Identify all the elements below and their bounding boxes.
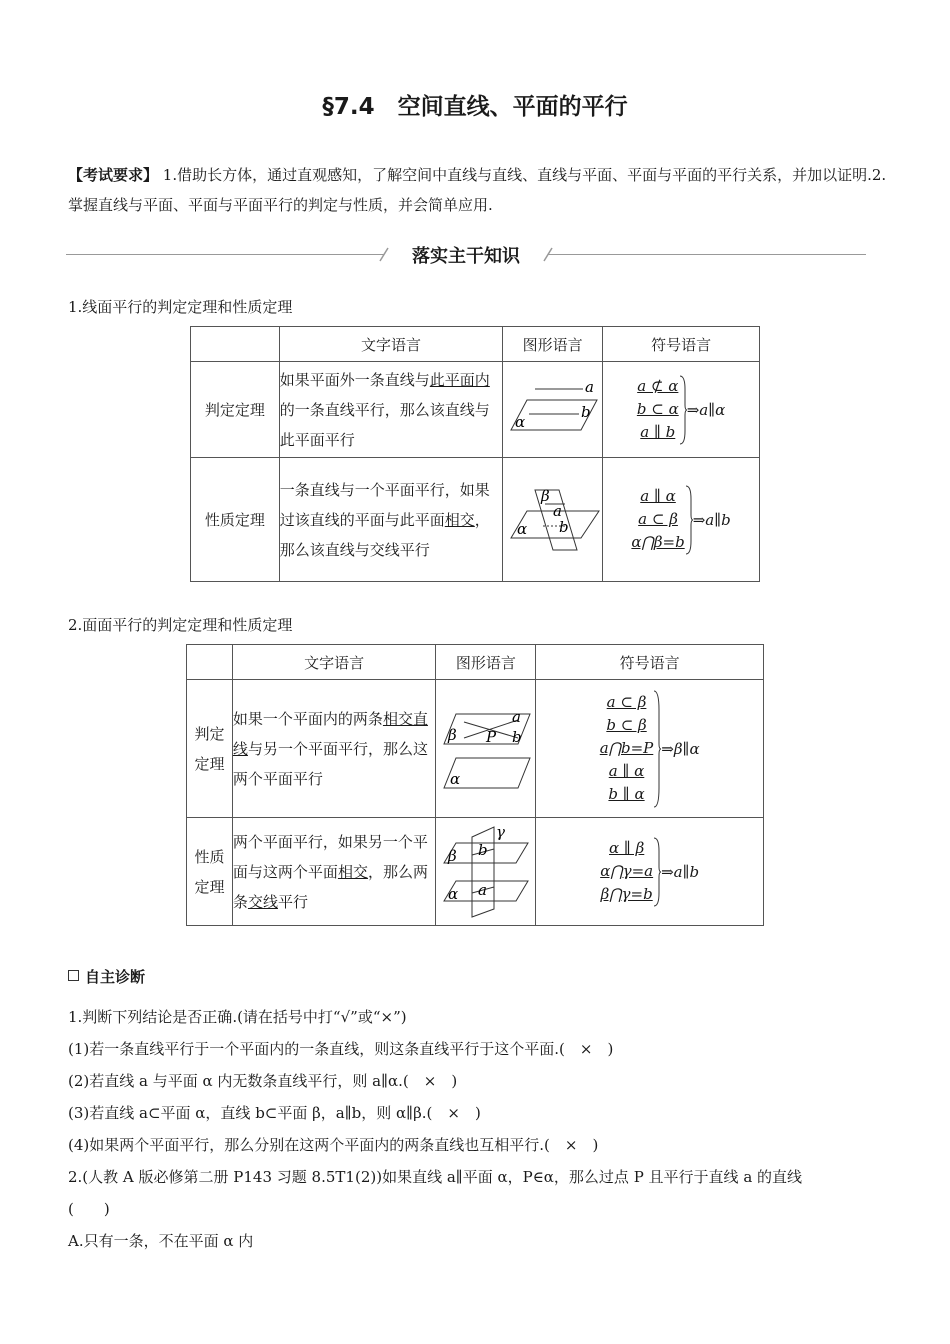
row-name: 性质定理 — [187, 818, 233, 926]
header-figure-language: 图形语言 — [503, 327, 603, 362]
section-banner — [66, 238, 866, 272]
brace-icon — [653, 690, 661, 808]
row-figure — [503, 458, 603, 582]
row-figure — [503, 362, 603, 458]
header-empty — [191, 327, 280, 362]
question-line: A.只有一条，不在平面 α 内 — [68, 1232, 254, 1250]
svg-text:α: α — [516, 519, 527, 538]
section1-heading: 1.线面平行的判定定理和性质定理 — [68, 298, 293, 316]
svg-text:α: α — [449, 769, 460, 788]
row-symbol: a ⊂ β b ⊂ β a⋂b=P a ∥ α b ∥ α ⇒β∥α — [536, 680, 764, 818]
line-plane-table — [190, 326, 760, 582]
row-figure — [436, 818, 536, 926]
svg-text:α: α — [447, 884, 458, 903]
question-line: ( ) — [68, 1200, 110, 1218]
svg-text:a: a — [477, 880, 487, 899]
plane-plane-property-diagram — [438, 825, 534, 919]
question-line: (3)若直线 a⊂平面 α，直线 b⊂平面 β，a∥b，则 α∥β.( × ) — [68, 1104, 481, 1122]
row-symbol: a ∥ α a ⊂ β α⋂β=b ⇒a∥b — [603, 458, 760, 582]
svg-text:a: a — [552, 501, 562, 520]
svg-text:β: β — [540, 486, 550, 505]
row-text: 一条直线与一个平面平行，如果过该直线的平面与此平面相交，那么该直线与交线平行 — [279, 458, 502, 582]
plane-plane-judge-diagram — [438, 704, 534, 794]
exam-requirements — [68, 160, 888, 220]
svg-text:β: β — [447, 846, 457, 865]
svg-text:a: a — [511, 707, 521, 726]
row-name: 判定定理 — [187, 680, 233, 818]
requirements-label: 【考试要求】 — [68, 166, 159, 184]
svg-text:b: b — [558, 517, 569, 536]
requirements-text: 1.借助长方体，通过直观感知，了解空间中直线与直线、直线与平面、平面与平面的平行关系，并加以证明.2.掌握直线与平面、平面与平面平行的判定与性质，并会简单应用. — [68, 166, 887, 214]
svg-text:b: b — [477, 840, 488, 859]
row-name: 性质定理 — [191, 458, 280, 582]
svg-text:b: b — [580, 402, 591, 421]
brace-icon — [679, 375, 687, 445]
question-line: 2.(人教 A 版必修第二册 P143 习题 8.5T1(2))如果直线 a∥平面 α，P∈α，那么过点 P 且平行于直线 a 的直线 — [68, 1168, 803, 1186]
header-figure-language: 图形语言 — [436, 645, 536, 680]
header-empty — [187, 645, 233, 680]
svg-text:γ: γ — [495, 824, 505, 841]
section2-heading: 2.面面平行的判定定理和性质定理 — [68, 616, 293, 634]
header-text-language: 文字语言 — [232, 645, 435, 680]
svg-text:β: β — [447, 725, 457, 744]
brace-icon — [653, 837, 661, 907]
row-symbol: α ∥ β α⋂γ=a β⋂γ=b ⇒a∥b — [536, 818, 764, 926]
svg-text:α: α — [514, 412, 525, 431]
banner-title: 落实主干知识 — [412, 246, 520, 267]
question-line: (1)若一条直线平行于一个平面内的一条直线，则这条直线平行于这个平面.( × ) — [68, 1040, 614, 1058]
plane-plane-table — [186, 644, 764, 926]
page-title: §7.4 空间直线、平面的平行 — [322, 94, 628, 120]
svg-text:P: P — [485, 727, 496, 746]
line-plane-judge-diagram — [505, 380, 601, 440]
row-text: 如果一个平面内的两条相交直线与另一个平面平行，那么这两个平面平行 — [232, 680, 435, 818]
header-symbol-language: 符号语言 — [603, 327, 760, 362]
question-line: 1.判断下列结论是否正确.(请在括号中打“√”或“×”) — [68, 1008, 407, 1026]
row-text: 如果平面外一条直线与此平面内的一条直线平行，那么该直线与此平面平行 — [279, 362, 502, 458]
line-plane-property-diagram — [505, 486, 601, 554]
svg-text:a: a — [584, 379, 594, 396]
question-line: (4)如果两个平面平行，那么分别在这两个平面内的两条直线也互相平行.( × ) — [68, 1136, 599, 1154]
header-symbol-language: 符号语言 — [536, 645, 764, 680]
brace-icon — [685, 485, 693, 555]
row-symbol: a ⊄ α b ⊂ α a ∥ b ⇒a∥α — [603, 362, 760, 458]
self-check-heading: 自主诊断 — [68, 966, 145, 987]
row-name: 判定定理 — [191, 362, 280, 458]
question-line: (2)若直线 a 与平面 α 内无数条直线平行，则 a∥α.( × ) — [68, 1072, 458, 1090]
svg-text:b: b — [511, 727, 522, 746]
row-figure — [436, 680, 536, 818]
header-text-language: 文字语言 — [279, 327, 502, 362]
square-icon — [68, 970, 79, 981]
row-text: 两个平面平行，如果另一个平面与这两个平面相交，那么两条交线平行 — [232, 818, 435, 926]
